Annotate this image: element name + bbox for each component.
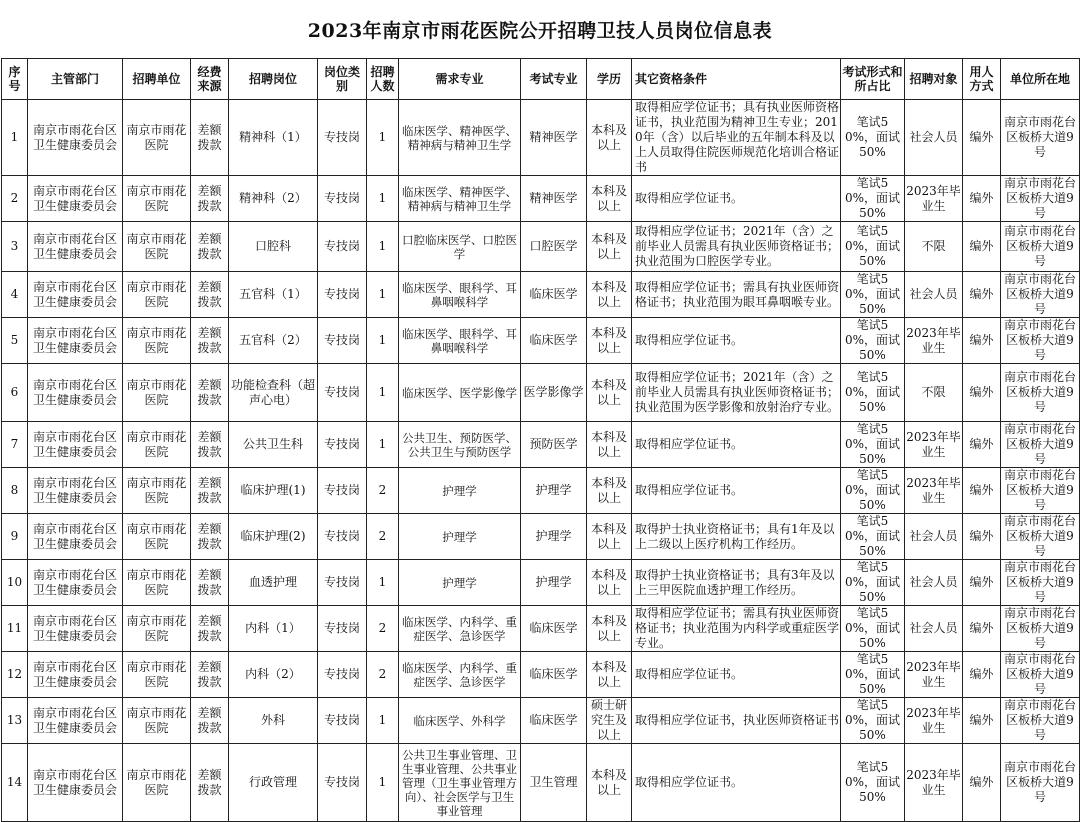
- cell-method: 编外: [963, 364, 1001, 422]
- cell-location: 南京市雨花台区板桥大道9号: [1001, 222, 1080, 272]
- cell-exam-major: 护理学: [521, 514, 587, 560]
- cell-edu: 本科及以上: [587, 606, 632, 652]
- cell-post: 公共卫生科: [229, 422, 318, 468]
- cell-target: 不限: [905, 364, 963, 422]
- table-row: [2, 222, 1080, 272]
- cell-major: 临床医学、精神医学、精神病与精神卫生学: [399, 100, 521, 176]
- page-title: 2023年南京市雨花医院公开招聘卫技人员岗位信息表: [307, 19, 773, 42]
- cell-dept: 南京市雨花台区卫生健康委员会: [28, 422, 123, 468]
- cell-category: 专技岗: [318, 606, 367, 652]
- cell-location: 南京市雨花台区板桥大道9号: [1001, 272, 1080, 318]
- cell-category: 专技岗: [318, 100, 367, 176]
- cell-ratio: 笔试50%，面试50%: [841, 560, 905, 606]
- cell-edu: 本科及以上: [587, 744, 632, 822]
- header-cell: 招聘对象: [905, 59, 963, 100]
- cell-ratio: 笔试50%，面试50%: [841, 652, 905, 698]
- cell-fund: 差额拨款: [191, 560, 229, 606]
- cell-category: 专技岗: [318, 652, 367, 698]
- cell-edu: 硕士研究生及以上: [587, 698, 632, 744]
- cell-ratio: 笔试50%，面试50%: [841, 606, 905, 652]
- cell-other: 取得相应学位证书，执业医师资格证书: [632, 698, 841, 744]
- cell-fund: 差额拨款: [191, 698, 229, 744]
- cell-no: 13: [2, 698, 28, 744]
- cell-unit: 南京市雨花医院: [123, 364, 191, 422]
- cell-no: 7: [2, 422, 28, 468]
- cell-edu: 本科及以上: [587, 272, 632, 318]
- cell-edu: 本科及以上: [587, 514, 632, 560]
- cell-category: 专技岗: [318, 744, 367, 822]
- cell-dept: 南京市雨花台区卫生健康委员会: [28, 222, 123, 272]
- cell-category: 专技岗: [318, 176, 367, 222]
- cell-category: 专技岗: [318, 222, 367, 272]
- cell-fund: 差额拨款: [191, 100, 229, 176]
- cell-target: 社会人员: [905, 514, 963, 560]
- cell-exam-major: 临床医学: [521, 652, 587, 698]
- cell-exam-major: 护理学: [521, 468, 587, 514]
- cell-method: 编外: [963, 698, 1001, 744]
- cell-major: 临床医学、外科学: [399, 698, 521, 744]
- cell-post: 内科（2）: [229, 652, 318, 698]
- cell-fund: 差额拨款: [191, 176, 229, 222]
- header-cell: 需求专业: [399, 59, 521, 100]
- cell-count: 1: [367, 176, 399, 222]
- cell-edu: 本科及以上: [587, 100, 632, 176]
- table-row: [2, 272, 1080, 318]
- cell-major: 临床医学、内科学、重症医学、急诊医学: [399, 652, 521, 698]
- table-row: [2, 606, 1080, 652]
- cell-ratio: 笔试50%，面试50%: [841, 364, 905, 422]
- cell-fund: 差额拨款: [191, 468, 229, 514]
- cell-ratio: 笔试50%，面试50%: [841, 222, 905, 272]
- header-cell: 用人方式: [963, 59, 1001, 100]
- positions-table: [1, 58, 1080, 822]
- cell-dept: 南京市雨花台区卫生健康委员会: [28, 606, 123, 652]
- cell-other: 取得相应学位证书；需具有执业医师资格证书；执业范围为内科学或重症医学专业。: [632, 606, 841, 652]
- cell-target: 社会人员: [905, 100, 963, 176]
- cell-edu: 本科及以上: [587, 364, 632, 422]
- cell-fund: 差额拨款: [191, 606, 229, 652]
- cell-other: 取得相应学位证书。: [632, 652, 841, 698]
- cell-count: 2: [367, 468, 399, 514]
- cell-target: 2023年毕业生: [905, 698, 963, 744]
- cell-category: 专技岗: [318, 698, 367, 744]
- cell-location: 南京市雨花台区板桥大道9号: [1001, 422, 1080, 468]
- header-cell: 学历: [587, 59, 632, 100]
- cell-major: 临床医学、眼科学、耳鼻咽喉科学: [399, 272, 521, 318]
- cell-method: 编外: [963, 100, 1001, 176]
- cell-ratio: 笔试50%，面试50%: [841, 272, 905, 318]
- cell-post: 内科（1）: [229, 606, 318, 652]
- cell-target: 不限: [905, 222, 963, 272]
- header-cell: 岗位类别: [318, 59, 367, 100]
- table-header-row: [2, 59, 1080, 100]
- cell-count: 1: [367, 318, 399, 364]
- cell-other: 取得相应学位证书。: [632, 176, 841, 222]
- cell-count: 1: [367, 744, 399, 822]
- cell-fund: 差额拨款: [191, 318, 229, 364]
- cell-fund: 差额拨款: [191, 422, 229, 468]
- cell-location: 南京市雨花台区板桥大道9号: [1001, 318, 1080, 364]
- cell-other: 取得相应学位证书。: [632, 468, 841, 514]
- cell-no: 11: [2, 606, 28, 652]
- cell-unit: 南京市雨花医院: [123, 222, 191, 272]
- cell-method: 编外: [963, 272, 1001, 318]
- cell-other: 取得相应学位证书；2021年（含）之前毕业人员需具有执业医师资格证书；执业范围为口腔医学专业。: [632, 222, 841, 272]
- cell-dept: 南京市雨花台区卫生健康委员会: [28, 514, 123, 560]
- cell-dept: 南京市雨花台区卫生健康委员会: [28, 364, 123, 422]
- cell-post: 五官科（1）: [229, 272, 318, 318]
- cell-count: 1: [367, 422, 399, 468]
- cell-location: 南京市雨花台区板桥大道9号: [1001, 514, 1080, 560]
- cell-major: 临床医学、内科学、重症医学、急诊医学: [399, 606, 521, 652]
- cell-category: 专技岗: [318, 318, 367, 364]
- cell-method: 编外: [963, 514, 1001, 560]
- cell-method: 编外: [963, 468, 1001, 514]
- cell-dept: 南京市雨花台区卫生健康委员会: [28, 272, 123, 318]
- cell-post: 口腔科: [229, 222, 318, 272]
- cell-other: 取得护士执业资格证书；具有3年及以上三甲医院血透护理工作经历。: [632, 560, 841, 606]
- cell-major: 临床医学、医学影像学: [399, 364, 521, 422]
- cell-unit: 南京市雨花医院: [123, 652, 191, 698]
- cell-count: 2: [367, 606, 399, 652]
- cell-method: 编外: [963, 652, 1001, 698]
- cell-major: 公共卫生、预防医学、公共卫生与预防医学: [399, 422, 521, 468]
- cell-exam-major: 护理学: [521, 560, 587, 606]
- cell-edu: 本科及以上: [587, 422, 632, 468]
- cell-location: 南京市雨花台区板桥大道9号: [1001, 560, 1080, 606]
- cell-category: 专技岗: [318, 272, 367, 318]
- cell-edu: 本科及以上: [587, 222, 632, 272]
- cell-no: 4: [2, 272, 28, 318]
- header-cell: 主管部门: [28, 59, 123, 100]
- table-row: [2, 744, 1080, 822]
- header-cell: 考试专业: [521, 59, 587, 100]
- cell-post: 临床护理(1): [229, 468, 318, 514]
- cell-exam-major: 精神医学: [521, 176, 587, 222]
- table-row: [2, 698, 1080, 744]
- cell-major: 临床医学、眼科学、耳鼻咽喉科学: [399, 318, 521, 364]
- cell-fund: 差额拨款: [191, 514, 229, 560]
- cell-no: 8: [2, 468, 28, 514]
- cell-unit: 南京市雨花医院: [123, 744, 191, 822]
- cell-category: 专技岗: [318, 514, 367, 560]
- cell-count: 1: [367, 698, 399, 744]
- cell-dept: 南京市雨花台区卫生健康委员会: [28, 560, 123, 606]
- cell-count: 2: [367, 652, 399, 698]
- table-body: [2, 100, 1080, 822]
- cell-no: 6: [2, 364, 28, 422]
- cell-major: 临床医学、精神医学、精神病与精神卫生学: [399, 176, 521, 222]
- cell-target: 2023年毕业生: [905, 176, 963, 222]
- cell-major: 护理学: [399, 468, 521, 514]
- table-row: [2, 176, 1080, 222]
- cell-other: 取得护士执业资格证书；具有1年及以上二级以上医疗机构工作经历。: [632, 514, 841, 560]
- cell-location: 南京市雨花台区板桥大道9号: [1001, 176, 1080, 222]
- cell-ratio: 笔试50%，面试50%: [841, 100, 905, 176]
- cell-fund: 差额拨款: [191, 744, 229, 822]
- cell-ratio: 笔试50%，面试50%: [841, 422, 905, 468]
- cell-category: 专技岗: [318, 422, 367, 468]
- header-cell: 经费来源: [191, 59, 229, 100]
- header-cell: 单位所在地: [1001, 59, 1080, 100]
- table-row: [2, 364, 1080, 422]
- cell-unit: 南京市雨花医院: [123, 606, 191, 652]
- cell-unit: 南京市雨花医院: [123, 560, 191, 606]
- cell-method: 编外: [963, 744, 1001, 822]
- cell-other: 取得相应学位证书；具有执业医师资格证书，执业范围为精神卫生专业；2010年（含）以后毕业的五年制本科及以上人员取得住院医师规范化培训合格证书: [632, 100, 841, 176]
- cell-exam-major: 临床医学: [521, 698, 587, 744]
- cell-other: 取得相应学位证书。: [632, 422, 841, 468]
- cell-dept: 南京市雨花台区卫生健康委员会: [28, 698, 123, 744]
- cell-unit: 南京市雨花医院: [123, 698, 191, 744]
- header-cell: 其它资格条件: [632, 59, 841, 100]
- cell-exam-major: 临床医学: [521, 606, 587, 652]
- cell-major: 公共卫生事业管理、卫生事业管理、公共事业管理（卫生事业管理方向）、社会医学与卫生事业管理: [399, 744, 521, 822]
- cell-location: 南京市雨花台区板桥大道9号: [1001, 698, 1080, 744]
- cell-ratio: 笔试50%，面试50%: [841, 176, 905, 222]
- cell-other: 取得相应学位证书；2021年（含）之前毕业人员需具有执业医师资格证书；执业范围为医学影像和放射治疗专业。: [632, 364, 841, 422]
- cell-exam-major: 卫生管理: [521, 744, 587, 822]
- cell-exam-major: 精神医学: [521, 100, 587, 176]
- cell-no: 3: [2, 222, 28, 272]
- cell-major: 口腔临床医学、口腔医学: [399, 222, 521, 272]
- cell-dept: 南京市雨花台区卫生健康委员会: [28, 100, 123, 176]
- cell-ratio: 笔试50%，面试50%: [841, 318, 905, 364]
- cell-target: 社会人员: [905, 606, 963, 652]
- cell-fund: 差额拨款: [191, 652, 229, 698]
- cell-target: 社会人员: [905, 272, 963, 318]
- cell-other: 取得相应学位证书；需具有执业医师资格证书；执业范围为眼耳鼻咽喉专业。: [632, 272, 841, 318]
- cell-post: 血透护理: [229, 560, 318, 606]
- cell-count: 1: [367, 100, 399, 176]
- cell-no: 5: [2, 318, 28, 364]
- cell-method: 编外: [963, 176, 1001, 222]
- cell-dept: 南京市雨花台区卫生健康委员会: [28, 176, 123, 222]
- cell-target: 2023年毕业生: [905, 318, 963, 364]
- cell-edu: 本科及以上: [587, 176, 632, 222]
- table-row: [2, 560, 1080, 606]
- cell-no: 10: [2, 560, 28, 606]
- cell-exam-major: 预防医学: [521, 422, 587, 468]
- cell-ratio: 笔试50%，面试50%: [841, 744, 905, 822]
- cell-count: 1: [367, 272, 399, 318]
- cell-category: 专技岗: [318, 364, 367, 422]
- cell-exam-major: 口腔医学: [521, 222, 587, 272]
- cell-no: 2: [2, 176, 28, 222]
- table-row: [2, 318, 1080, 364]
- cell-unit: 南京市雨花医院: [123, 272, 191, 318]
- cell-method: 编外: [963, 222, 1001, 272]
- cell-method: 编外: [963, 318, 1001, 364]
- cell-no: 12: [2, 652, 28, 698]
- cell-other: 取得相应学位证书。: [632, 744, 841, 822]
- cell-no: 9: [2, 514, 28, 560]
- cell-post: 行政管理: [229, 744, 318, 822]
- cell-ratio: 笔试50%，面试50%: [841, 698, 905, 744]
- table-row: [2, 652, 1080, 698]
- cell-count: 1: [367, 560, 399, 606]
- cell-location: 南京市雨花台区板桥大道9号: [1001, 364, 1080, 422]
- table-row: [2, 422, 1080, 468]
- table-row: [2, 468, 1080, 514]
- cell-dept: 南京市雨花台区卫生健康委员会: [28, 744, 123, 822]
- cell-dept: 南京市雨花台区卫生健康委员会: [28, 468, 123, 514]
- cell-target: 2023年毕业生: [905, 652, 963, 698]
- table-row: [2, 100, 1080, 176]
- cell-post: 临床护理(2): [229, 514, 318, 560]
- cell-exam-major: 临床医学: [521, 272, 587, 318]
- cell-location: 南京市雨花台区板桥大道9号: [1001, 744, 1080, 822]
- cell-count: 1: [367, 364, 399, 422]
- cell-dept: 南京市雨花台区卫生健康委员会: [28, 652, 123, 698]
- cell-unit: 南京市雨花医院: [123, 422, 191, 468]
- cell-count: 2: [367, 514, 399, 560]
- table-row: [2, 514, 1080, 560]
- cell-location: 南京市雨花台区板桥大道9号: [1001, 468, 1080, 514]
- cell-exam-major: 临床医学: [521, 318, 587, 364]
- cell-location: 南京市雨花台区板桥大道9号: [1001, 100, 1080, 176]
- cell-post: 外科: [229, 698, 318, 744]
- cell-unit: 南京市雨花医院: [123, 176, 191, 222]
- cell-post: 五官科（2）: [229, 318, 318, 364]
- cell-location: 南京市雨花台区板桥大道9号: [1001, 652, 1080, 698]
- cell-ratio: 笔试50%，面试50%: [841, 468, 905, 514]
- cell-method: 编外: [963, 422, 1001, 468]
- cell-unit: 南京市雨花医院: [123, 468, 191, 514]
- cell-dept: 南京市雨花台区卫生健康委员会: [28, 318, 123, 364]
- cell-no: 1: [2, 100, 28, 176]
- cell-method: 编外: [963, 560, 1001, 606]
- cell-exam-major: 医学影像学: [521, 364, 587, 422]
- cell-target: 2023年毕业生: [905, 422, 963, 468]
- cell-category: 专技岗: [318, 468, 367, 514]
- header-cell: 招聘岗位: [229, 59, 318, 100]
- cell-no: 14: [2, 744, 28, 822]
- cell-fund: 差额拨款: [191, 222, 229, 272]
- cell-method: 编外: [963, 606, 1001, 652]
- header-cell: 招聘单位: [123, 59, 191, 100]
- cell-ratio: 笔试50%，面试50%: [841, 514, 905, 560]
- cell-count: 1: [367, 222, 399, 272]
- cell-unit: 南京市雨花医院: [123, 514, 191, 560]
- cell-major: 护理学: [399, 560, 521, 606]
- cell-post: 功能检查科（超声心电）: [229, 364, 318, 422]
- cell-fund: 差额拨款: [191, 272, 229, 318]
- cell-location: 南京市雨花台区板桥大道9号: [1001, 606, 1080, 652]
- cell-edu: 本科及以上: [587, 652, 632, 698]
- cell-major: 护理学: [399, 514, 521, 560]
- header-cell: 考试形式和所占比: [841, 59, 905, 100]
- cell-category: 专技岗: [318, 560, 367, 606]
- cell-fund: 差额拨款: [191, 364, 229, 422]
- cell-target: 社会人员: [905, 560, 963, 606]
- cell-edu: 本科及以上: [587, 560, 632, 606]
- cell-unit: 南京市雨花医院: [123, 100, 191, 176]
- cell-edu: 本科及以上: [587, 318, 632, 364]
- header-cell: 招聘人数: [367, 59, 399, 100]
- cell-edu: 本科及以上: [587, 468, 632, 514]
- cell-target: 2023年毕业生: [905, 468, 963, 514]
- cell-target: 2023年毕业生: [905, 744, 963, 822]
- header-cell: 序号: [2, 59, 28, 100]
- cell-unit: 南京市雨花医院: [123, 318, 191, 364]
- cell-other: 取得相应学位证书。: [632, 318, 841, 364]
- cell-post: 精神科（2）: [229, 176, 318, 222]
- cell-post: 精神科（1）: [229, 100, 318, 176]
